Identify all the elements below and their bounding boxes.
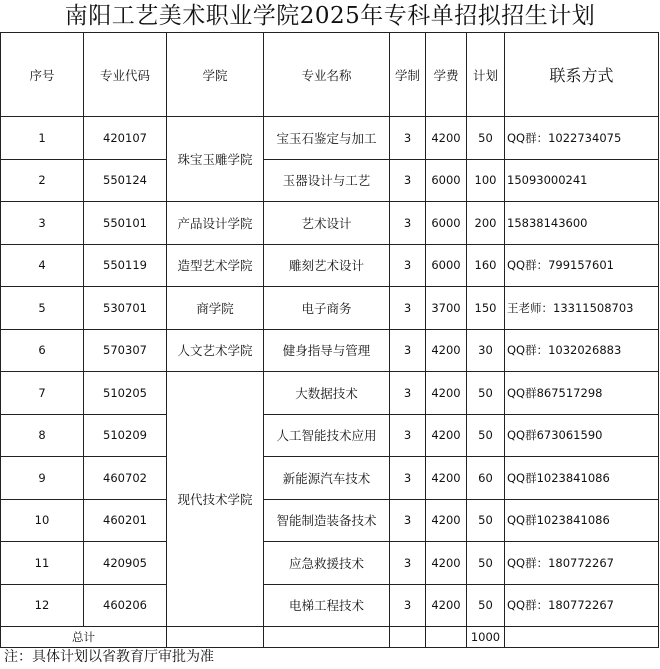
- cell-code: 550101: [84, 202, 167, 245]
- cell-college: 现代技术学院: [167, 372, 264, 627]
- cell-code: 550119: [84, 244, 167, 287]
- cell-plan: 50: [467, 542, 505, 585]
- cell-plan: 50: [467, 117, 505, 160]
- cell-years: 3: [390, 159, 426, 202]
- cell-major: 玉器设计与工艺: [264, 159, 390, 202]
- cell-years: 3: [390, 584, 426, 627]
- cell-contact: QQ群867517298: [505, 372, 659, 415]
- cell-college: 人文艺术学院: [167, 329, 264, 372]
- cell-code: 510209: [84, 414, 167, 457]
- cell-fee: 4200: [426, 457, 467, 500]
- cell-major: 艺术设计: [264, 202, 390, 245]
- cell-major: 宝玉石鉴定与加工: [264, 117, 390, 160]
- table-row: [1, 542, 659, 585]
- cell-seq: 2: [1, 159, 84, 202]
- cell-contact: QQ群：799157601: [505, 244, 659, 287]
- table-header-row: [1, 33, 659, 117]
- cell-contact: QQ群：180772267: [505, 584, 659, 627]
- table-row: [1, 499, 659, 542]
- table-row: [1, 457, 659, 500]
- cell-college: 珠宝玉雕学院: [167, 117, 264, 202]
- cell-contact: QQ群：180772267: [505, 542, 659, 585]
- cell-code: 530701: [84, 287, 167, 330]
- cell-code: 510205: [84, 372, 167, 415]
- cell-college: 商学院: [167, 287, 264, 330]
- cell-fee: 6000: [426, 244, 467, 287]
- cell-years: 3: [390, 287, 426, 330]
- cell-plan: 150: [467, 287, 505, 330]
- footnote: 注：具体计划以省教育厅审批为准: [4, 649, 214, 665]
- cell-seq: 5: [1, 287, 84, 330]
- total-empty-cell: [426, 627, 467, 648]
- cell-years: 3: [390, 542, 426, 585]
- cell-major: 电梯工程技术: [264, 584, 390, 627]
- table-row: [1, 202, 659, 245]
- cell-contact: QQ群：1032026883: [505, 329, 659, 372]
- header-code: 专业代码: [84, 33, 167, 117]
- cell-code: 570307: [84, 329, 167, 372]
- header-college: 学院: [167, 33, 264, 117]
- cell-plan: 50: [467, 372, 505, 415]
- cell-major: 电子商务: [264, 287, 390, 330]
- cell-major: 健身指导与管理: [264, 329, 390, 372]
- cell-seq: 9: [1, 457, 84, 500]
- cell-plan: 30: [467, 329, 505, 372]
- page-title: 南阳工艺美术职业学院2025年专科单招拟招生计划: [64, 3, 596, 29]
- cell-plan: 50: [467, 499, 505, 542]
- cell-years: 3: [390, 414, 426, 457]
- cell-seq: 7: [1, 372, 84, 415]
- table-row: [1, 372, 659, 415]
- table-row: [1, 584, 659, 627]
- cell-seq: 12: [1, 584, 84, 627]
- cell-contact: 王老师：13311508703: [505, 287, 659, 330]
- cell-contact: 15093000241: [505, 159, 659, 202]
- cell-years: 3: [390, 244, 426, 287]
- cell-plan: 50: [467, 414, 505, 457]
- cell-contact: QQ群673061590: [505, 414, 659, 457]
- cell-plan: 60: [467, 457, 505, 500]
- table-row: [1, 414, 659, 457]
- cell-fee: 4200: [426, 329, 467, 372]
- cell-code: 420905: [84, 542, 167, 585]
- cell-fee: 4200: [426, 117, 467, 160]
- table-row: [1, 244, 659, 287]
- cell-fee: 4200: [426, 414, 467, 457]
- header-years: 学制: [390, 33, 426, 117]
- total-label: 总计: [1, 627, 167, 648]
- total-row: [1, 627, 659, 648]
- table-row: [1, 117, 659, 160]
- cell-code: 460206: [84, 584, 167, 627]
- total-empty-cell: [505, 627, 659, 648]
- cell-seq: 1: [1, 117, 84, 160]
- total-empty-cell: [390, 627, 426, 648]
- cell-seq: 6: [1, 329, 84, 372]
- cell-college: 造型艺术学院: [167, 244, 264, 287]
- header-contact: 联系方式: [505, 33, 659, 117]
- cell-contact: QQ群1023841086: [505, 499, 659, 542]
- total-empty-cell: [167, 627, 264, 648]
- cell-plan: 200: [467, 202, 505, 245]
- total-plan: 1000: [467, 627, 505, 648]
- table-row: [1, 159, 659, 202]
- cell-fee: 6000: [426, 202, 467, 245]
- cell-code: 420107: [84, 117, 167, 160]
- cell-seq: 3: [1, 202, 84, 245]
- cell-major: 雕刻艺术设计: [264, 244, 390, 287]
- cell-years: 3: [390, 457, 426, 500]
- cell-code: 550124: [84, 159, 167, 202]
- cell-seq: 10: [1, 499, 84, 542]
- cell-major: 人工智能技术应用: [264, 414, 390, 457]
- cell-years: 3: [390, 372, 426, 415]
- cell-fee: 4200: [426, 372, 467, 415]
- header-plan: 计划: [467, 33, 505, 117]
- cell-contact: QQ群1023841086: [505, 457, 659, 500]
- cell-seq: 11: [1, 542, 84, 585]
- cell-plan: 50: [467, 584, 505, 627]
- enrollment-plan-table: [0, 32, 659, 648]
- cell-code: 460201: [84, 499, 167, 542]
- cell-plan: 160: [467, 244, 505, 287]
- cell-seq: 8: [1, 414, 84, 457]
- cell-years: 3: [390, 202, 426, 245]
- cell-fee: 4200: [426, 584, 467, 627]
- cell-plan: 100: [467, 159, 505, 202]
- cell-years: 3: [390, 117, 426, 160]
- cell-code: 460702: [84, 457, 167, 500]
- cell-fee: 6000: [426, 159, 467, 202]
- table-row: [1, 329, 659, 372]
- header-seq: 序号: [1, 33, 84, 117]
- cell-years: 3: [390, 329, 426, 372]
- cell-years: 3: [390, 499, 426, 542]
- header-major: 专业名称: [264, 33, 390, 117]
- cell-major: 大数据技术: [264, 372, 390, 415]
- cell-seq: 4: [1, 244, 84, 287]
- cell-major: 新能源汽车技术: [264, 457, 390, 500]
- header-fee: 学费: [426, 33, 467, 117]
- table-row: [1, 287, 659, 330]
- cell-fee: 4200: [426, 542, 467, 585]
- cell-major: 应急救援技术: [264, 542, 390, 585]
- cell-major: 智能制造装备技术: [264, 499, 390, 542]
- cell-college: 产品设计学院: [167, 202, 264, 245]
- cell-fee: 3700: [426, 287, 467, 330]
- cell-contact: QQ群：1022734075: [505, 117, 659, 160]
- total-empty-cell: [264, 627, 390, 648]
- cell-contact: 15838143600: [505, 202, 659, 245]
- cell-fee: 4200: [426, 499, 467, 542]
